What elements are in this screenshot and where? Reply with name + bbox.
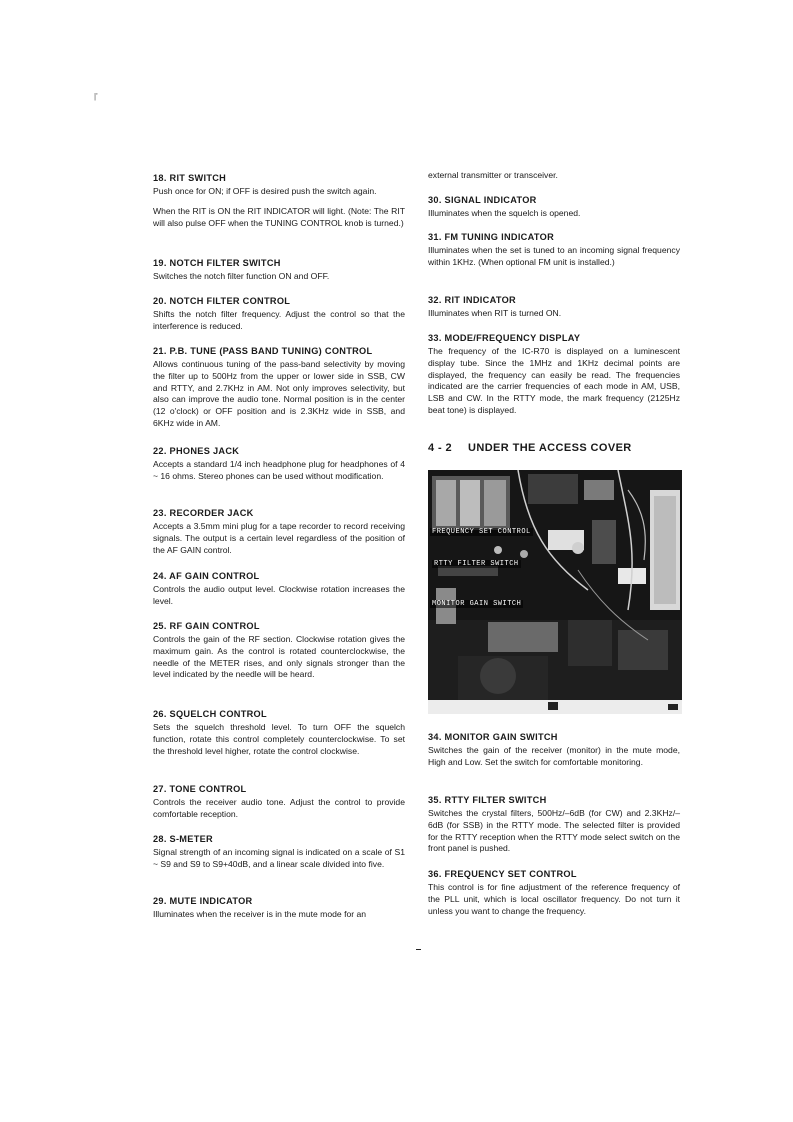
section-heading: 23. RECORDER JACK [153,508,254,518]
section-27 [153,784,405,821]
section-heading: 27. TONE CONTROL [153,784,247,794]
section-23 [153,508,405,556]
section-text: Illuminates when the set is tuned to an incoming signal frequency within 1KHz. (When optional FM unit is installed.) [428,245,680,267]
section-heading: 28. S-METER [153,834,213,844]
section-36 [428,869,680,917]
section-heading: 20. NOTCH FILTER CONTROL [153,296,291,306]
section-18 [153,173,405,229]
section-24 [153,571,405,608]
section-heading: 19. NOTCH FILTER SWITCH [153,258,281,268]
section-text: When the RIT is ON the RIT INDICATOR will light. (Note: The RIT will also pulse OFF when the TUNING CONTROL knob is turned.) [153,205,405,228]
section-number: 4 - 2 [428,442,453,454]
section-20 [153,296,405,333]
section-text: Allows continuous tuning of the pass-band selectivity by moving the filter up to 500Hz from the upper or lower side in SSB, CW and RTTY, and 2.7KHz in AM. Not only improves selectivity, but also can improve the audio tone. Normal position is in the center (12 o'clock) or OFF position and is 2.3KHz wide in SSB, and 6KHz wide in AM. [153,359,405,428]
section-text: Switches the crystal filters, 500Hz/–6dB (for CW) and 2.3KHz/–6dB (for SSB) in the RTTY mode. The selected filter is provided for the RTTY reception when the RTTY mode select switch on the front panel is pushed. [428,808,680,854]
section-text: Controls the audio output level. Clockwise rotation increases the level. [153,584,405,606]
section-heading: 35. RTTY FILTER SWITCH [428,795,547,805]
section-heading: 34. MONITOR GAIN SWITCH [428,732,558,742]
section-25 [153,621,405,681]
section-text: Illuminates when the receiver is in the mute mode for an [153,909,367,919]
section-heading: 33. MODE/FREQUENCY DISPLAY [428,333,581,343]
section-heading: 25. RF GAIN CONTROL [153,621,260,631]
section-29 [153,896,405,921]
section-21 [153,346,405,430]
section-text: Push once for ON; if OFF is desired push the switch again. [153,186,377,196]
section-heading: 24. AF GAIN CONTROL [153,571,260,581]
photo-label-rtty-filter: RTTY FILTER SWITCH [434,560,519,568]
section-text: This control is for fine adjustment of the reference frequency of the PLL unit, which is local oscillator frequency. Do not turn it unless you want to change the frequency. [428,882,680,916]
photo-label-frequency-set: FREQUENCY SET CONTROL [432,528,531,536]
section-text: Illuminates when the squelch is opened. [428,208,581,218]
page-mark [416,949,421,950]
section-32 [428,295,680,320]
section-title: UNDER THE ACCESS COVER [468,442,632,454]
section-28 [153,834,405,871]
section-text: The frequency of the IC-R70 is displayed on a luminescent display tube. Since the 1MHz and 1KHz decimal points are displayed, the frequency can easily be read. The frequencies indicated are the carrier frequencies of each mode in AM, USB, LSB and CW. In the RTTY mode, the mark frequency (2125Hz beat tone) is displayed. [428,346,680,415]
margin-mark: |' [94,92,98,101]
section-text: Sets the squelch threshold level. To turn OFF the squelch function, rotate this control completely counterclockwise. To set the threshold level higher, rotate the control clockwise. [153,722,405,756]
section-text: Controls the receiver audio tone. Adjust the control to provide comfortable reception. [153,797,405,819]
section-text: Accepts a standard 1/4 inch headphone plug for headphones of 4 ~ 16 ohms. Stereo phones can be used without modification. [153,459,405,481]
section-text: Signal strength of an incoming signal is indicated on a scale of S1 ~ S9 and S9 to S9+40dB, and a linear scale divided into five. [153,847,405,869]
circuit-board-photo [428,470,682,714]
section-text: Illuminates when RIT is turned ON. [428,308,562,318]
section-heading: 29. MUTE INDICATOR [153,896,253,906]
section-heading: 32. RIT INDICATOR [428,295,516,305]
section-text: Controls the gain of the RF section. Clockwise rotation gives the maximum gain. As the control is rotated counterclockwise, the needle of the METER rises, and only signals stronger than the level indicated by the needle will be heard. [153,634,405,680]
section-text: Accepts a 3.5mm mini plug for a tape recorder to record receiving signals. The output is a certain level regardless of the position of the AF GAIN control. [153,521,405,555]
section-26 [153,709,405,757]
section-19 [153,258,405,283]
continued-text: external transmitter or transceiver. [428,170,558,180]
section-heading: 21. P.B. TUNE (PASS BAND TUNING) CONTROL [153,346,373,356]
section-heading-4-2 [428,442,632,454]
circuit-board-image [428,470,682,714]
section-text: Shifts the notch filter frequency. Adjust the control so that the interference is reduced. [153,309,405,331]
section-heading: 30. SIGNAL INDICATOR [428,195,537,205]
section-22 [153,446,405,483]
section-31 [428,232,680,269]
section-heading: 31. FM TUNING INDICATOR [428,232,554,242]
section-heading: 26. SQUELCH CONTROL [153,709,267,719]
section-35 [428,795,680,855]
section-30 [428,195,680,220]
section-heading: 22. PHONES JACK [153,446,240,456]
section-text: Switches the gain of the receiver (monitor) in the mute mode, High and Low. Set the switch for comfortable monitoring. [428,745,680,767]
section-34 [428,732,680,769]
section-heading: 18. RIT SWITCH [153,173,227,183]
section-33 [428,333,680,417]
section-heading: 36. FREQUENCY SET CONTROL [428,869,577,879]
photo-label-monitor-gain: MONITOR GAIN SWITCH [432,600,522,608]
section-text: Switches the notch filter function ON and OFF. [153,271,330,281]
